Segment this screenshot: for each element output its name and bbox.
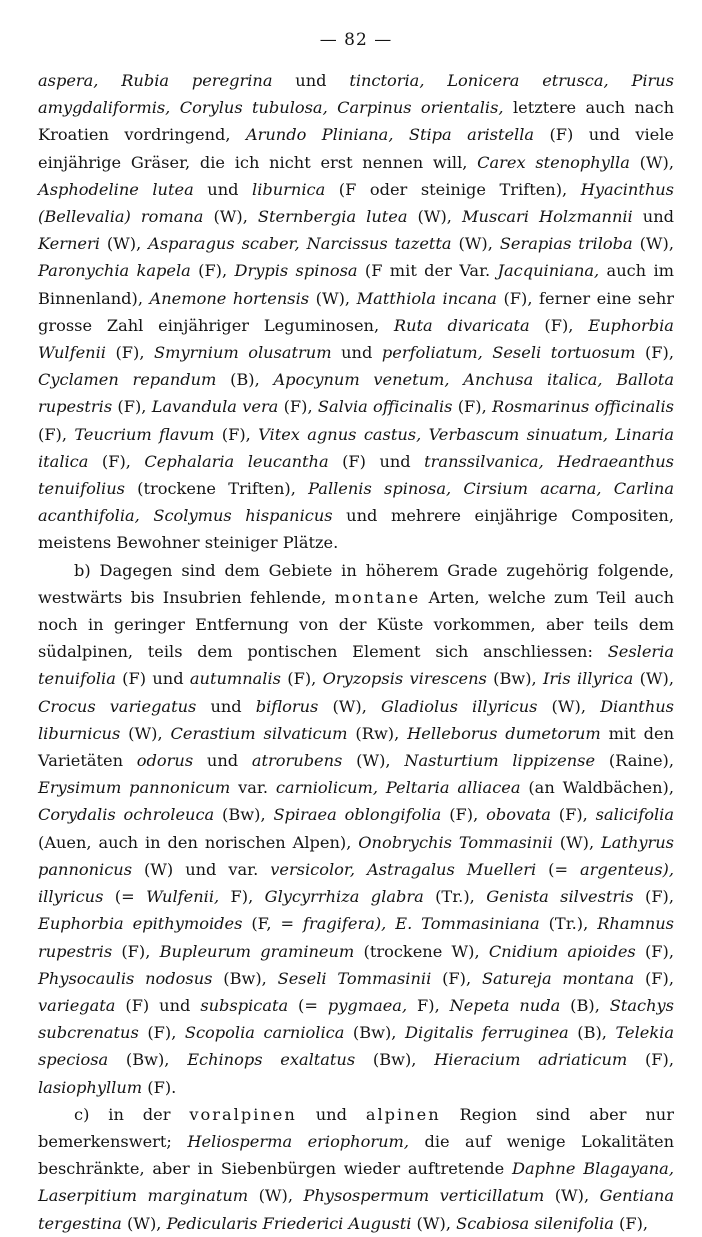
italic-run: Physospermum verticillatum bbox=[303, 1186, 545, 1206]
text-run: (W), bbox=[318, 696, 381, 716]
text-run: (W), bbox=[203, 207, 258, 227]
text-run: ( bbox=[103, 887, 122, 907]
text-run: (W), bbox=[309, 288, 357, 308]
text-run: letztere auch nach Kroatien vordringend, bbox=[38, 98, 675, 145]
text-run: (F oder steinige Triften), bbox=[325, 179, 581, 199]
text-run: (W), bbox=[248, 1186, 304, 1206]
italic-run: biflorus bbox=[255, 696, 319, 716]
italic-run: Hyacinthus (Bellevalia) romana bbox=[38, 179, 674, 227]
italic-run: Salvia officinalis bbox=[317, 397, 453, 417]
text-run: (W) und var. bbox=[132, 859, 271, 879]
text-run: F), bbox=[407, 995, 450, 1015]
paragraph-c bbox=[38, 1101, 674, 1237]
italic-run: liburnica bbox=[252, 179, 326, 199]
italic-run: Nasturtium lippizense bbox=[404, 751, 596, 771]
italic-run: Spiraea oblongifolia bbox=[273, 805, 442, 825]
text-run: (W), bbox=[632, 234, 675, 254]
text-run: und bbox=[193, 751, 252, 771]
italic-run: Carex stenophylla bbox=[477, 152, 630, 172]
italic-run: Cerastium silvaticum bbox=[170, 723, 348, 743]
text-run: (F), bbox=[88, 451, 145, 471]
italic-run: Serapias triloba bbox=[499, 234, 633, 254]
text-run: (W), bbox=[121, 1213, 167, 1233]
text-run: (W), bbox=[451, 234, 500, 254]
text-run: (B), bbox=[568, 1023, 616, 1043]
italic-run: Nepeta nuda bbox=[449, 995, 561, 1015]
italic-run: Teucrium flavum bbox=[74, 424, 215, 444]
italic-run: Cnidium apioides bbox=[488, 941, 636, 961]
text-run: (F), bbox=[280, 669, 323, 689]
italic-run: Matthiola incana bbox=[356, 288, 497, 308]
italic-run: Arundo Pliniana, Stipa aristella bbox=[245, 125, 535, 145]
italic-run: Apocynum venetum, Anchusa italica, Ballota rupestris bbox=[38, 370, 675, 417]
italic-run: Rhamnus rupestris bbox=[38, 914, 674, 961]
text-run: (Tr.), bbox=[423, 887, 487, 907]
italic-run: Physocaulis nodosus bbox=[38, 968, 213, 988]
body-text bbox=[38, 67, 674, 1237]
text-run: und bbox=[272, 71, 350, 90]
italic-run: salicifolia bbox=[595, 805, 674, 825]
text-run: b) Dagegen sind dem Gebiete in höherem Grade zugehörig folgende, westwärts bis Insubrien fehlende, bbox=[38, 560, 674, 607]
text-run: (F), bbox=[278, 397, 318, 417]
italic-run: Pallenis spinosa, Cirsium acarna, Carlina acanthifolia, Scolymus hispanicus bbox=[38, 479, 674, 526]
text-run: die auf wenige Lokalitäten beschränkte, aber in Siebenbürgen wieder auftretende bbox=[38, 1131, 674, 1179]
italic-run: = fragifera), E. Tommasiniana bbox=[280, 914, 540, 934]
italic-run: transsilvanica, Hedraeanthus tenuifolius bbox=[38, 451, 674, 499]
italic-run: Daphne Blagayana, Laserpitium marginatum bbox=[38, 1159, 674, 1206]
italic-run: variegata bbox=[38, 995, 116, 1015]
text-run: Region sind aber nur bemerkenswert; bbox=[38, 1104, 674, 1151]
italic-run: Digitalis ferruginea bbox=[404, 1023, 569, 1043]
text-run: var. bbox=[230, 778, 276, 798]
text-run: (Bw), bbox=[344, 1023, 405, 1043]
text-run: (F), bbox=[550, 805, 596, 825]
italic-run: Gladiolus illyricus bbox=[380, 696, 538, 716]
italic-run: Heliosperma eriophorum, bbox=[187, 1131, 410, 1151]
italic-run: Cephalaria leucantha bbox=[144, 451, 329, 471]
text-run: (Raine), bbox=[595, 751, 674, 771]
italic-run: lasiophyllum bbox=[38, 1077, 143, 1097]
italic-run: Oryzopsis virescens bbox=[322, 669, 487, 689]
italic-run: Iris illyrica bbox=[543, 669, 634, 689]
text-run: (an Waldbächen), bbox=[520, 778, 674, 798]
italic-run: Rosmarinus officinalis bbox=[492, 397, 674, 417]
text-run: (F), bbox=[112, 941, 160, 961]
italic-run: Smyrnium olusatrum bbox=[154, 343, 332, 363]
text-run: ( bbox=[536, 859, 555, 879]
text-run: (F) und bbox=[328, 451, 425, 471]
italic-run: Scabiosa silenifolia bbox=[456, 1213, 614, 1233]
text-run: (W), bbox=[99, 234, 149, 254]
italic-run: atrorubens bbox=[251, 751, 343, 771]
spaced-run: voralpinen bbox=[189, 1104, 297, 1124]
text-run: (F), bbox=[441, 805, 487, 825]
italic-run: = pygmaea, bbox=[304, 995, 408, 1015]
italic-run: perfoliatum, Seseli tortuosum bbox=[381, 343, 636, 363]
text-run: (F) und bbox=[115, 995, 201, 1015]
text-run: (F mit der Var. bbox=[357, 261, 498, 281]
italic-run: Muscari Holzmannii bbox=[461, 207, 633, 227]
text-run: Arten, welche zum Teil auch noch in geringer Entfernung von der Küste vorkommen, aber teils dem südalpinen, teils dem pontischen Element sich anschliessen: bbox=[38, 587, 674, 662]
italic-run: Bupleurum gramineum bbox=[159, 941, 355, 961]
italic-run: Echinops exaltatus bbox=[187, 1050, 356, 1070]
text-run: (W), bbox=[552, 832, 602, 852]
text-run: (W), bbox=[633, 669, 674, 689]
italic-run: Kerneri bbox=[38, 234, 100, 254]
text-run: (F), bbox=[529, 315, 589, 335]
text-run: (F), bbox=[112, 397, 152, 417]
text-run: (Bw), bbox=[108, 1050, 188, 1070]
italic-run: = argenteus), illyricus bbox=[38, 859, 674, 907]
italic-run: Onobrychis Tommasinii bbox=[358, 832, 553, 852]
text-run: (F), bbox=[214, 424, 259, 444]
text-run: und mehrere einjährige Compositen, meistens Bewohner steiniger Plätze. bbox=[38, 506, 674, 553]
text-run: (W), bbox=[342, 751, 405, 771]
text-run: (W), bbox=[544, 1186, 600, 1206]
text-run: c) in der bbox=[74, 1104, 190, 1124]
text-run: (F), bbox=[38, 424, 75, 444]
text-run: und bbox=[331, 343, 382, 363]
text-run: (F), bbox=[613, 1213, 649, 1233]
italic-run: tinctoria, Lonicera etrusca, Pirus amygdaliformis, Corylus tubulosa, Carpinus orientalis, bbox=[38, 71, 674, 118]
italic-run: versicolor, Astragalus Muelleri bbox=[270, 859, 537, 879]
text-run: (F), ferner eine sehr grosse Zahl einjähriger Leguminosen, bbox=[38, 288, 674, 335]
italic-run: Sesleria tenuifolia bbox=[38, 642, 674, 689]
text-run: (Rw), bbox=[347, 723, 408, 743]
italic-run: Ruta divaricata bbox=[393, 315, 530, 335]
text-run: (F), bbox=[105, 343, 155, 363]
italic-run: Satureja montana bbox=[481, 968, 635, 988]
text-run: (Bw), bbox=[212, 968, 278, 988]
italic-run: Helleborus dumetorum bbox=[407, 723, 601, 743]
spaced-run: alpinen bbox=[365, 1104, 441, 1124]
italic-run: carniolicum, Peltaria alliacea bbox=[275, 778, 521, 798]
italic-run: = Wulfenii, bbox=[121, 887, 220, 907]
text-run: (B), bbox=[560, 995, 610, 1015]
italic-run: Gentiana tergestina bbox=[38, 1186, 674, 1233]
text-run: (F, bbox=[242, 914, 281, 934]
text-run: (F), bbox=[627, 1050, 674, 1070]
text-run: (W), bbox=[120, 723, 171, 743]
italic-run: Euphorbia Wulfenii bbox=[38, 315, 674, 363]
spaced-run: montane bbox=[334, 587, 421, 607]
text-run: (trockene W), bbox=[354, 941, 489, 961]
italic-run: Seseli Tommasinii bbox=[277, 968, 432, 988]
text-run: (B), bbox=[216, 370, 274, 390]
italic-run: Asphodeline lutea bbox=[38, 179, 194, 199]
text-run: (W), bbox=[629, 152, 674, 172]
italic-run: Jacquiniana, bbox=[497, 261, 600, 281]
italic-run: Erysimum pannonicum bbox=[38, 778, 231, 798]
text-run: (F), bbox=[138, 1023, 185, 1043]
text-run: (F), bbox=[635, 941, 674, 961]
text-run: (Bw), bbox=[355, 1050, 435, 1070]
italic-run: Genista silvestris bbox=[486, 887, 634, 907]
text-run: (Auen, auch in den norischen Alpen), bbox=[38, 832, 359, 852]
text-run: (F). bbox=[142, 1077, 177, 1097]
page-number: — 82 — bbox=[319, 30, 393, 50]
text-run: F), bbox=[219, 887, 265, 907]
text-run: (W), bbox=[407, 207, 462, 227]
italic-run: aspera, Rubia peregrina bbox=[38, 71, 273, 90]
italic-run: Glycyrrhiza glabra bbox=[264, 887, 424, 907]
text-run: (Bw), bbox=[214, 805, 274, 825]
text-run: und bbox=[296, 1104, 366, 1124]
italic-run: Corydalis ochroleuca bbox=[38, 805, 215, 825]
italic-run: Stachys subcrenatus bbox=[38, 995, 674, 1043]
italic-run: Vitex agnus castus, Verbascum sinuatum, Linaria italica bbox=[38, 424, 674, 471]
italic-run: Anemone hortensis bbox=[149, 288, 310, 308]
text-run: (Bw), bbox=[486, 669, 544, 689]
italic-run: Lathyrus pannonicus bbox=[38, 832, 674, 879]
italic-run: Dianthus liburnicus bbox=[38, 696, 674, 743]
paragraph-b bbox=[38, 557, 674, 1101]
italic-run: Hieracium adriaticum bbox=[434, 1050, 628, 1070]
italic-run: Asparagus scaber, Narcissus tazetta bbox=[148, 234, 452, 254]
text-run: (F), bbox=[634, 968, 674, 988]
text-run: und bbox=[196, 696, 256, 716]
text-run: (F), bbox=[635, 343, 674, 363]
text-run: (F), bbox=[452, 397, 492, 417]
italic-run: Lavandula vera bbox=[151, 397, 279, 417]
text-run: und bbox=[632, 207, 674, 227]
italic-run: Scopolia carniolica bbox=[184, 1023, 345, 1043]
text-run: mit den Varietäten bbox=[38, 723, 674, 771]
italic-run: Pedicularis Friederici Augusti bbox=[166, 1213, 412, 1233]
italic-run: Crocus variegatus bbox=[38, 696, 197, 716]
italic-run: autumnalis bbox=[189, 669, 281, 689]
text-run: und bbox=[193, 179, 253, 199]
italic-run: obovata bbox=[486, 805, 551, 825]
text-run: (F) und viele einjährige Gräser, die ich nicht erst nennen will, bbox=[38, 125, 675, 172]
italic-run: odorus bbox=[136, 751, 194, 771]
text-run: ( bbox=[288, 995, 305, 1015]
italic-run: Telekia speciosa bbox=[38, 1023, 674, 1070]
text-run: (trockene Triften), bbox=[124, 479, 309, 499]
text-run: (F), bbox=[633, 887, 675, 907]
text-run: (F) und bbox=[115, 669, 190, 689]
italic-run: Euphorbia epithymoides bbox=[38, 914, 243, 934]
text-run: (W), bbox=[411, 1213, 457, 1233]
text-run: (Tr.), bbox=[539, 914, 598, 934]
text-run: (F), bbox=[431, 968, 482, 988]
paragraph-a bbox=[38, 67, 674, 557]
italic-run: Sternbergia lutea bbox=[257, 207, 408, 227]
italic-run: Cyclamen repandum bbox=[38, 370, 217, 390]
italic-run: Paronychia kapela bbox=[38, 261, 191, 281]
italic-run: subspicata bbox=[200, 995, 289, 1015]
text-run: auch im Binnenland), bbox=[38, 261, 674, 308]
text-run: (W), bbox=[537, 696, 601, 716]
italic-run: Drypis spinosa bbox=[234, 261, 358, 281]
text-run: (F), bbox=[190, 261, 235, 281]
